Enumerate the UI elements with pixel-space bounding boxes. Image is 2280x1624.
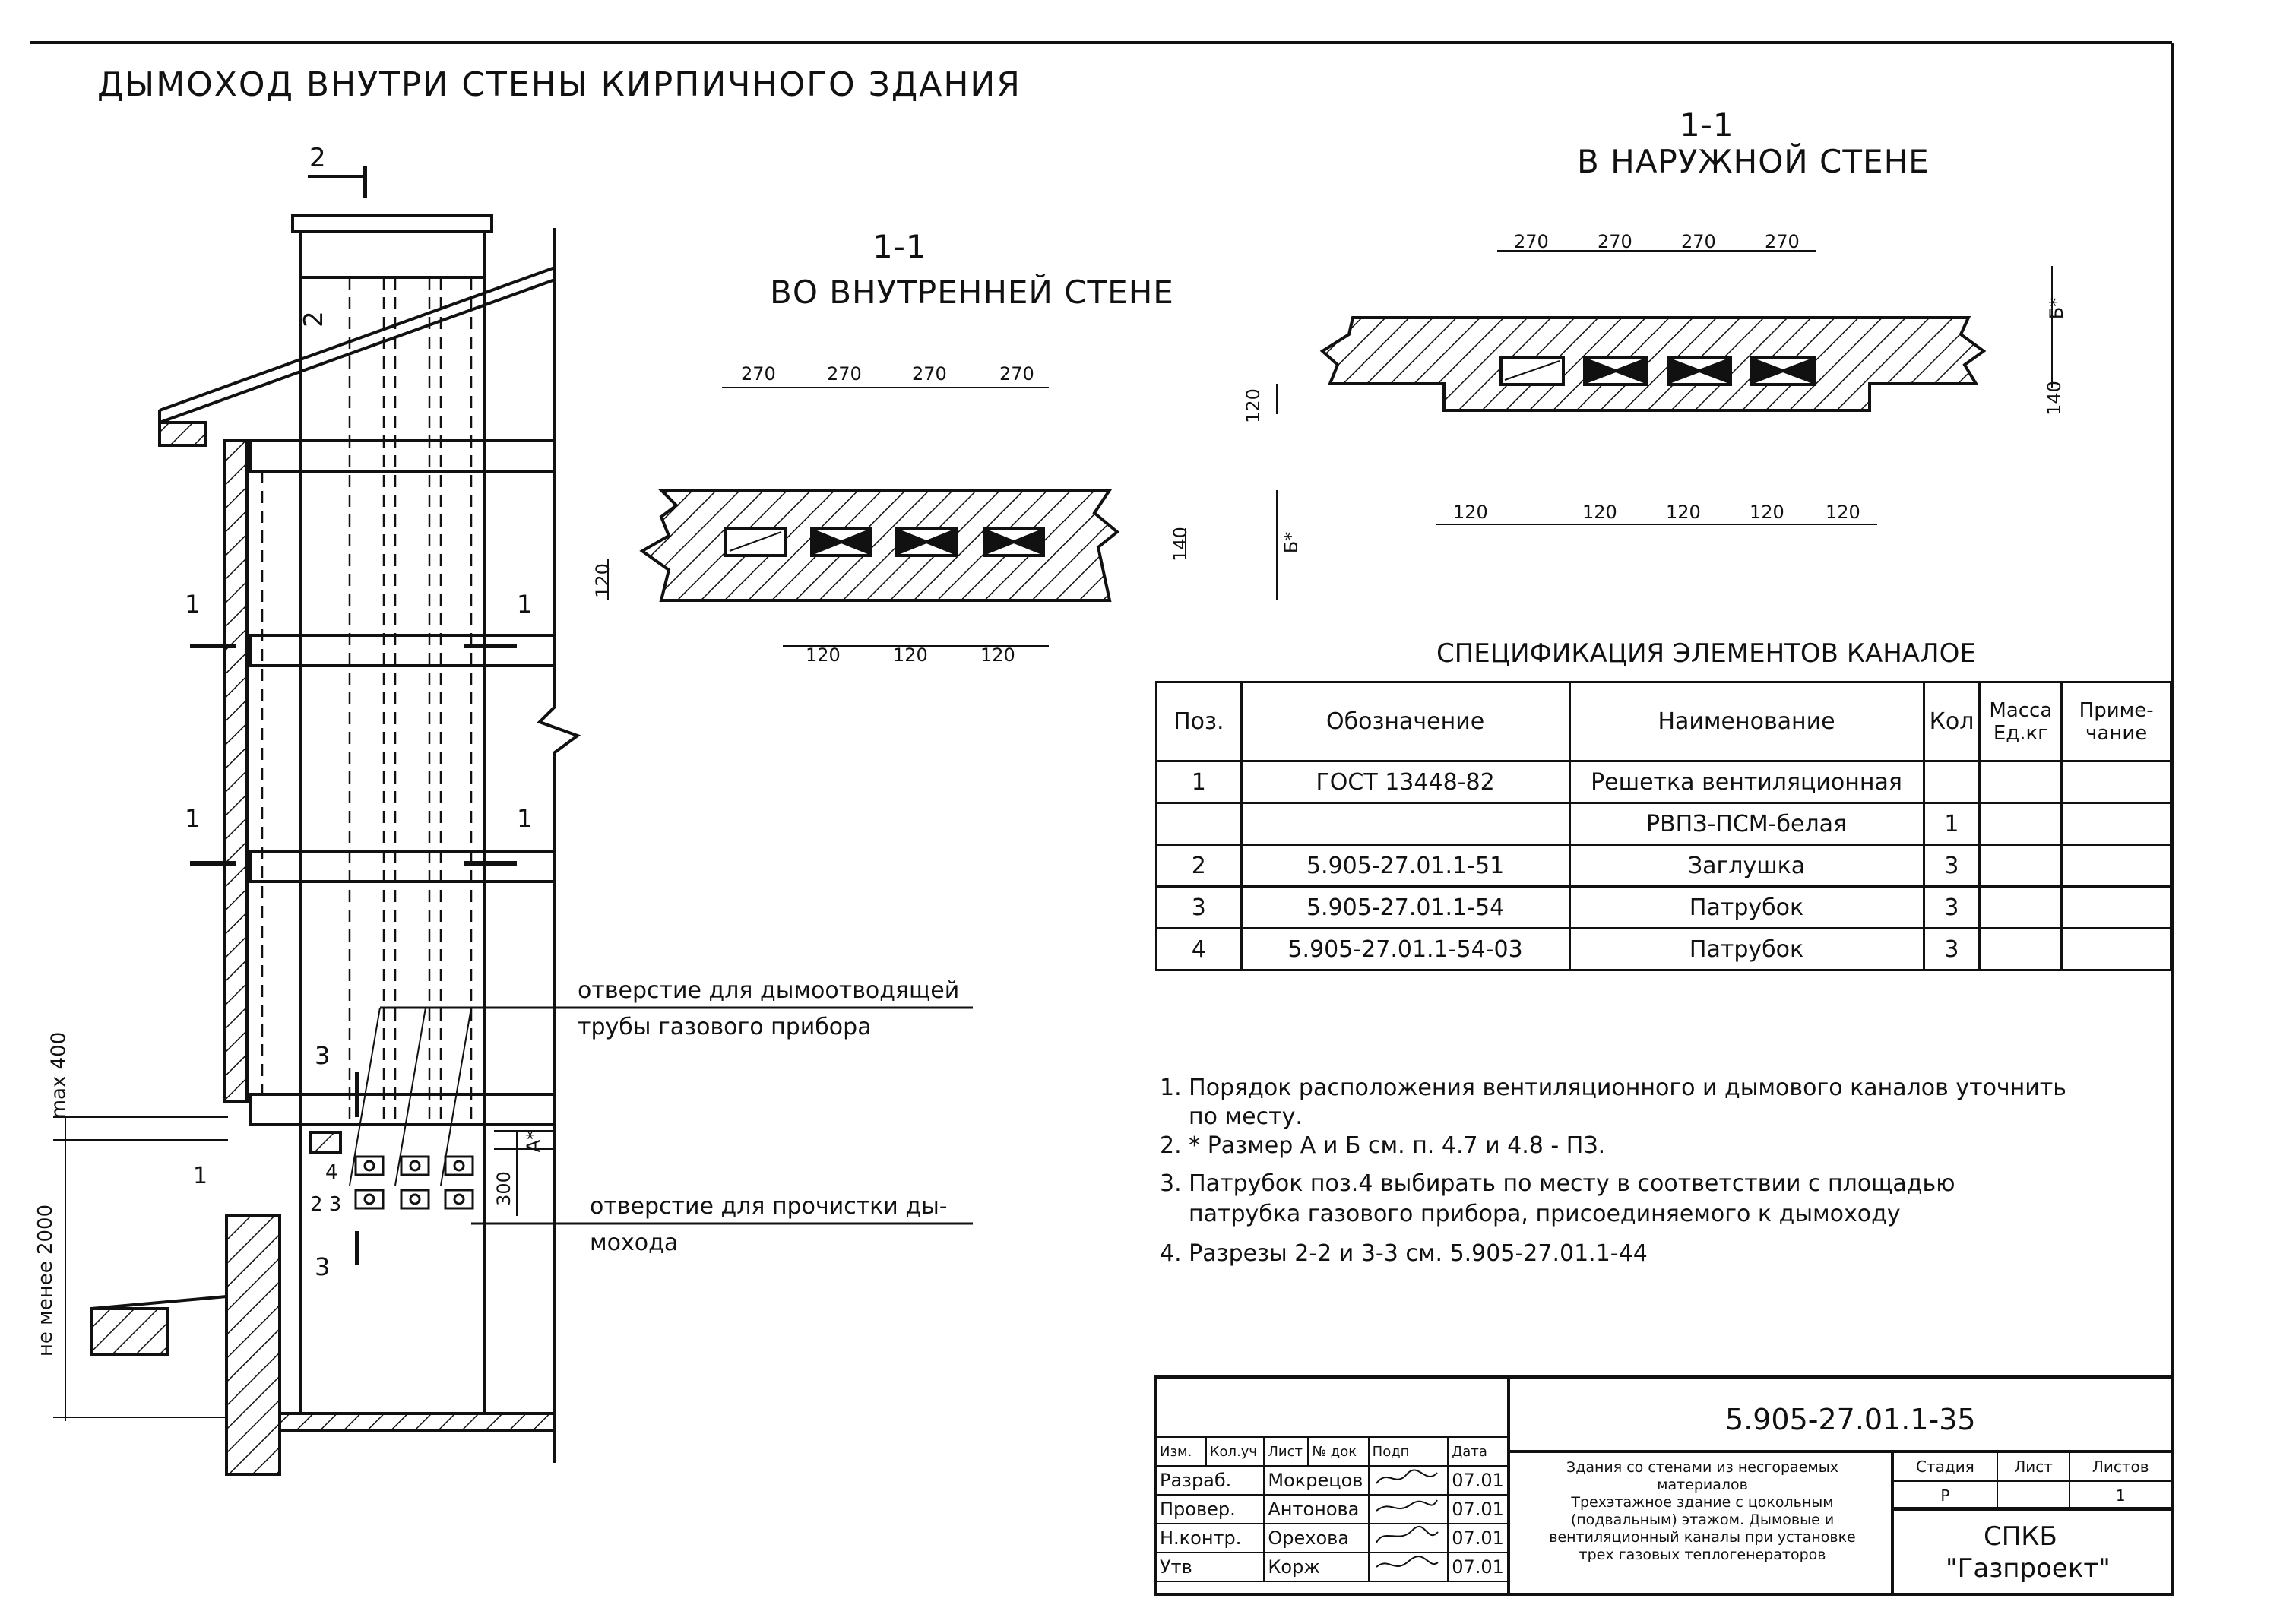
inner-top-dim-2: 270 (827, 363, 862, 385)
spec-cell (2062, 761, 2171, 803)
cut-mark-3b: 3 (315, 1252, 331, 1281)
spec-cell: 2 (1157, 845, 1242, 887)
spec-cell: 1 (1924, 803, 1980, 845)
spec-cell (2062, 929, 2171, 970)
stage-label: Стадия (1893, 1452, 1997, 1481)
spec-table (1155, 681, 2172, 971)
table-row (1157, 887, 2171, 929)
stamp-role: Провер. (1156, 1495, 1264, 1524)
outer-bottom-dim-4: 120 (1750, 502, 1784, 523)
table-row (1157, 929, 2171, 970)
spec-cell (2062, 845, 2171, 887)
outer-bottom-dim-3: 120 (1666, 502, 1701, 523)
stamp-col-header: № док (1308, 1437, 1368, 1466)
section-inner-mark: 1-1 (872, 228, 927, 265)
dim-min2000: не менее 2000 (34, 1204, 58, 1357)
dim-max400: max 400 (47, 1031, 71, 1119)
spec-cell: 3 (1924, 845, 1980, 887)
dim-300: 300 (492, 1171, 515, 1206)
spec-cell: РВПЗ-ПСМ-белая (1569, 803, 1924, 845)
cut-mark-2-top: 2 (309, 143, 326, 173)
inner-bottom-dim-1: 120 (806, 644, 841, 666)
stamp-stage-values (1893, 1481, 2171, 1510)
spec-cell: 3 (1157, 887, 1242, 929)
cut-mark-2-side: 2 (298, 311, 329, 328)
inner-side-right-a: 140 (1169, 527, 1191, 562)
spec-cell: 5.905-27.01.1-51 (1241, 845, 1569, 887)
note-2: 2. * Размер А и Б см. п. 4.7 и 4.8 - ПЗ. (1160, 1132, 1606, 1159)
inner-top-dim-4: 270 (999, 363, 1034, 385)
spec-cell (1924, 761, 1980, 803)
item-mark-1: 1 (193, 1163, 208, 1189)
stamp-date: 07.01 (1448, 1524, 1508, 1553)
spec-header-row (1157, 682, 2171, 761)
spec-cell: Решетка вентиляционная (1569, 761, 1924, 803)
stamp-signature (1369, 1466, 1449, 1495)
table-row (1157, 845, 2171, 887)
inner-top-dim-3: 270 (912, 363, 947, 385)
stamp-signature (1369, 1495, 1449, 1524)
stamp-name: Мокрецов (1264, 1466, 1368, 1495)
outer-bottom-dim-5: 120 (1826, 502, 1860, 523)
dim-a: А* (523, 1130, 545, 1153)
clean-hole-label-1: отверстие для прочистки ды- (590, 1193, 948, 1220)
spec-header: Приме- чание (2062, 682, 2171, 761)
spec-cell (1980, 887, 2062, 929)
stamp-name: Антонова (1264, 1495, 1368, 1524)
stamp-desc-line: трех газовых теплогенераторов (1579, 1546, 1826, 1563)
cut-mark-1b: 1 (517, 590, 533, 619)
cut-mark-1a: 1 (185, 590, 201, 619)
stamp-desc-line: (подвальным) этажом. Дымовые и (1570, 1512, 1835, 1528)
stamp-desc-line: вентиляционный каналы при установке (1549, 1529, 1856, 1546)
clean-hole-label-2: мохода (590, 1230, 679, 1256)
section-inner-caption: ВО ВНУТРЕННЕЙ СТЕНЕ (770, 274, 1174, 311)
spec-header: Кол (1924, 682, 1980, 761)
outer-top-dim-3: 270 (1681, 231, 1716, 252)
note-3: 3. Патрубок поз.4 выбирать по месту в соответствии с площадью (1160, 1170, 1955, 1197)
stamp-role: Разраб. (1156, 1466, 1264, 1495)
inner-side-right-b: Б* (1281, 531, 1303, 554)
note-4: 4. Разрезы 2-2 и 3-3 см. 5.905-27.01.1-44 (1160, 1240, 1648, 1267)
spec-header: Поз. (1157, 682, 1242, 761)
spec-header: Обозначение (1241, 682, 1569, 761)
stamp-col-header: Дата (1448, 1437, 1508, 1466)
cut-mark-3a: 3 (315, 1041, 331, 1070)
org-name-2: "Газпроект" (1946, 1553, 2111, 1584)
stamp-stage-table (1892, 1451, 2172, 1511)
flue-hole-label-2: трубы газового прибора (578, 1014, 872, 1040)
stamp-col-header: Изм. (1156, 1437, 1206, 1466)
section-inner-drawing (608, 388, 1277, 646)
inner-bottom-dim-3: 120 (980, 644, 1015, 666)
section-outer-caption: В НАРУЖНОЙ СТЕНЕ (1577, 143, 1930, 180)
spec-cell: 3 (1924, 887, 1980, 929)
stamp-description (1528, 1459, 1877, 1564)
stamp-col-header: Лист (1264, 1437, 1308, 1466)
stamp-desc-line: материалов (1657, 1477, 1748, 1493)
section-outer-mark: 1-1 (1680, 106, 1734, 144)
stamp-name: Корж (1264, 1553, 1368, 1581)
outer-top-dim-1: 270 (1514, 231, 1549, 252)
stamp-col-header: Кол.уч (1206, 1437, 1265, 1466)
inner-top-dim-1: 270 (741, 363, 776, 385)
stamp-role: Н.контр. (1156, 1524, 1264, 1553)
spec-cell: 3 (1924, 929, 1980, 970)
note-1: 1. Порядок расположения вентиляционного и дымового каналов уточнить (1160, 1075, 2066, 1101)
spec-cell (2062, 803, 2171, 845)
sheet-label: Лист (1997, 1452, 2070, 1481)
spec-cell (1980, 761, 2062, 803)
stamp-desc-line: Здания со стенами из несгораемых (1566, 1459, 1838, 1476)
inner-side-left: 120 (591, 563, 613, 598)
stamp-date: 07.01 (1448, 1495, 1508, 1524)
cut-mark-1d: 1 (517, 804, 533, 833)
spec-cell: Заглушка (1569, 845, 1924, 887)
spec-cell: 5.905-27.01.1-54-03 (1241, 929, 1569, 970)
spec-header: Наименование (1569, 682, 1924, 761)
stamp-name: Орехова (1264, 1524, 1368, 1553)
outer-bottom-dim-1: 120 (1453, 502, 1488, 523)
outer-side-right-a: Б* (2046, 297, 2068, 320)
stamp-signature (1369, 1524, 1449, 1553)
org-name-1: СПКБ (1984, 1521, 2057, 1552)
stamp-table (1155, 1436, 1509, 1582)
stamp-row (1156, 1495, 1508, 1524)
stamp-row (1156, 1466, 1508, 1495)
stamp-date: 07.01 (1448, 1466, 1508, 1495)
stamp-row (1156, 1553, 1508, 1581)
cut-mark-1c: 1 (185, 804, 201, 833)
table-row (1157, 803, 2171, 845)
stamp-stage-header (1893, 1452, 2171, 1481)
item-mark-4: 4 (325, 1161, 338, 1184)
stamp-header-row (1156, 1437, 1508, 1466)
outer-bottom-dim-2: 120 (1582, 502, 1617, 523)
stamp-role: Утв (1156, 1553, 1264, 1581)
spec-header: Масса Ед.кг (1980, 682, 2062, 761)
stage-value: Р (1893, 1481, 1997, 1510)
item-mark-23: 2 3 (310, 1193, 342, 1216)
stamp-signature (1369, 1553, 1449, 1581)
inner-bottom-dim-2: 120 (893, 644, 928, 666)
spec-cell: 1 (1157, 761, 1242, 803)
drawing-title: ДЫМОХОД ВНУТРИ СТЕНЫ КИРПИЧНОГО ЗДАНИЯ (97, 65, 1021, 104)
spec-cell: ГОСТ 13448-82 (1241, 761, 1569, 803)
spec-cell (1157, 803, 1242, 845)
spec-cell (1980, 929, 2062, 970)
outer-top-dim-2: 270 (1598, 231, 1632, 252)
sheets-label: Листов (2069, 1452, 2171, 1481)
stamp-code: 5.905-27.01.1-35 (1725, 1403, 1976, 1436)
note-3-cont: патрубка газового прибора, присоединяемого к дымоходу (1189, 1201, 1901, 1227)
spec-cell (1980, 845, 2062, 887)
outer-side-left: 120 (1242, 388, 1264, 423)
spec-cell: Патрубок (1569, 929, 1924, 970)
stamp-date: 07.01 (1448, 1553, 1508, 1581)
table-row (1157, 761, 2171, 803)
section-outer-drawing (1277, 251, 2052, 524)
outer-top-dim-4: 270 (1765, 231, 1800, 252)
spec-title: СПЕЦИФИКАЦИЯ ЭЛЕМЕНТОВ КАНАЛОЕ (1436, 638, 1976, 669)
stamp-col-header: Подп (1369, 1437, 1449, 1466)
spec-cell: 4 (1157, 929, 1242, 970)
spec-cell (1241, 803, 1569, 845)
spec-cell: 5.905-27.01.1-54 (1241, 887, 1569, 929)
sheets-value: 1 (2069, 1481, 2171, 1510)
stamp-row (1156, 1524, 1508, 1553)
spec-cell (1980, 803, 2062, 845)
flue-hole-label-1: отверстие для дымоотводящей (578, 977, 960, 1004)
spec-cell (2062, 887, 2171, 929)
note-1-cont: по месту. (1189, 1103, 1303, 1130)
stamp-desc-line: Трехэтажное здание с цокольным (1571, 1494, 1834, 1511)
spec-cell: Патрубок (1569, 887, 1924, 929)
outer-side-right-b: 140 (2043, 381, 2065, 416)
